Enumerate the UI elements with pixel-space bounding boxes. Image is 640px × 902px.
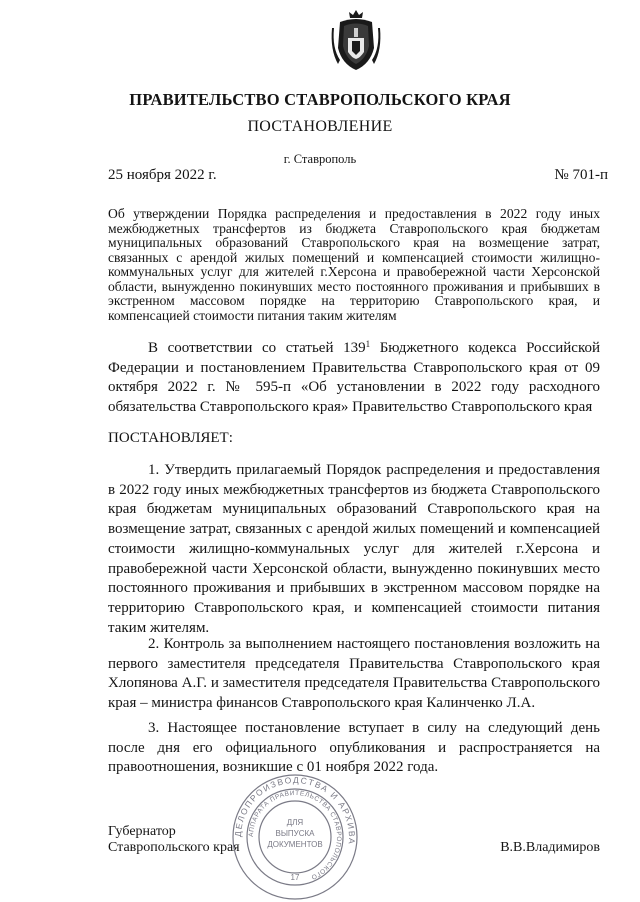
signatory-title-line1: Губернатор bbox=[108, 824, 176, 839]
stamp-inner-text: АППАРАТА ПРАВИТЕЛЬСТВА СТАВРОПОЛЬСКОГО bbox=[247, 789, 343, 881]
government-title: ПРАВИТЕЛЬСТВО СТАВРОПОЛЬСКОГО КРАЯ bbox=[129, 90, 511, 109]
stamp-center-line2: ВЫПУСКА bbox=[275, 829, 315, 838]
document-number: № 701-п bbox=[554, 167, 608, 183]
basis-paragraph bbox=[108, 339, 600, 418]
stamp-center-line3: ДОКУМЕНТОВ bbox=[267, 840, 323, 849]
document-subject: Об утверждении Порядка распределения и предоставления в 2022 году иных межбюджетных трансфертов из бюджета Ставропольского края бюджетам муниципальных образований Ставропольского края на возмещение затрат, связанных с арендой жилых помещений и компенсацией стоимости жилищно-коммунальных услуг для жителей г.Херсона и правобережной части Херсонской области, вынужденно покинувших место постоянного проживания и прибывших в экстренном массовом порядке на территорию Ставропольского края, и компенсацией стоимости питания таким жителям bbox=[108, 206, 600, 323]
coat-of-arms-icon bbox=[330, 8, 382, 74]
item-1: 1. Утвердить прилагаемый Порядок распределения и предоставления в 2022 году иных межбюджетных трансфертов из бюджета Ставропольского края бюджетам муниципальных образований Ставропольского края на возмещение затрат, связанных с арендой жилых помещений и компенсацией стоимости жилищно-коммунальных услуг для жителей г.Херсона и правобережной части Херсонской области, вынужденно покинувших место постоянного проживания и прибывших в экстренном массовом порядке на территорию Ставропольского края, и компенсацией стоимости питания таким жителям. bbox=[108, 462, 600, 636]
stamp-outer-text: ДЕЛОПРОИЗВОДСТВА И АРХИВА bbox=[232, 774, 358, 846]
city: г. Ставрополь bbox=[283, 152, 357, 166]
basis-text-end: Бюджетного кодекса Российской Федерации и постановлением Правительства Ставропольского края от 09 октября 2022 г. № 595-п «Об установлении в 2022 году расходного обязательства Ставропольского края» Правительство Ставропольского края bbox=[108, 340, 601, 416]
document-type: ПОСТАНОВЛЕНИЕ bbox=[247, 118, 393, 135]
resolves-heading: ПОСТАНОВЛЯЕТ: bbox=[108, 430, 233, 446]
item-3: 3. Настоящее постановление вступает в силу на следующий день после дня его официального опубликования и распространяется на правоотношения, возникшие с 01 ноября 2022 года. bbox=[108, 720, 600, 776]
document-date: 25 ноября 2022 г. bbox=[108, 167, 217, 183]
signatory-title-line2: Ставропольского края bbox=[108, 840, 240, 855]
stamp-center-line1: ДЛЯ bbox=[286, 818, 304, 827]
stamp-number: 17 bbox=[290, 873, 300, 882]
article-superscript: 1 bbox=[365, 339, 371, 349]
item-2: 2. Контроль за выполнением настоящего постановления возложить на первого заместителя председателя Правительства Ставропольского края Хлопянова А.Г. и заместителя председателя Правительства Ставропольского края – министра финансов Ставропольского края Калинченко Л.А. bbox=[108, 636, 600, 712]
official-stamp bbox=[230, 772, 360, 902]
signatory-title bbox=[108, 824, 240, 856]
basis-text-start: В соответствии со статьей 139 bbox=[148, 340, 366, 356]
signatory-name: В.В.Владимиров bbox=[500, 840, 600, 855]
